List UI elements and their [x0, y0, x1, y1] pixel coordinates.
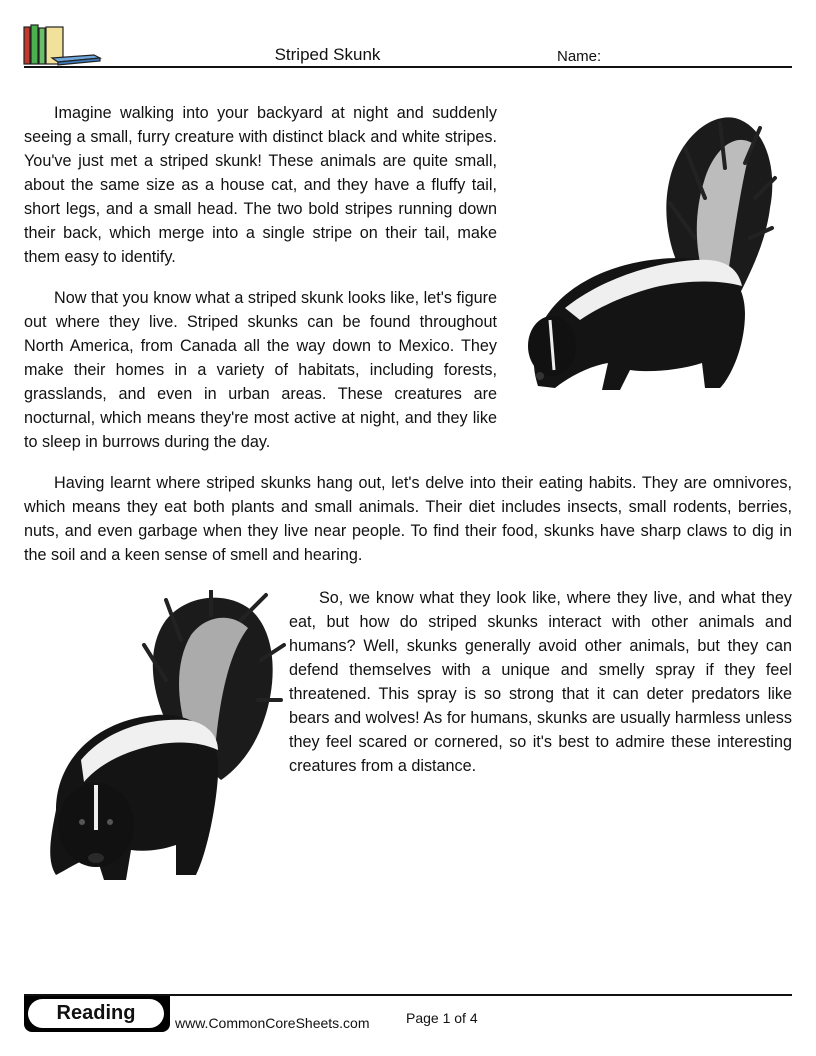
site-url: www.CommonCoreSheets.com	[175, 1015, 370, 1031]
worksheet-title: Striped Skunk	[274, 45, 381, 64]
paragraph-behavior: So, we know what they look like, where they live, and what they eat, but how do striped skunks interact with other animals and humans? Well, skunks generally avoid other animals, but they can defend themselves with a unique and smelly spray if they feel threatened. This spray is so strong that it can deter predators like bears and wolves! As for humans, skunks are usually harmless unless they feel scared or cornered, so it's best to admire these interesting creatures from a distance.	[289, 589, 792, 775]
skunk-photo-front	[26, 590, 286, 890]
subject-badge	[24, 996, 170, 1032]
paragraph-appearance: Imagine walking into your backyard at night and suddenly seeing a small, furry creature with distinct black and white stripes. You've just met a striped skunk! These animals are quite small, about the same size as a house cat, and they have a fluffy tail, short legs, and a small head. The two bold stripes running down their back, which merge into a single stripe on their tail, make them easy to identify.	[24, 104, 497, 266]
header-divider	[24, 66, 792, 68]
paragraph-habitat: Now that you know what a striped skunk looks like, let's figure out where they live. Striped skunks can be found throughout North America, from Canada all the way down to Mexico. They make their homes in a variety of habitats, including forests, grasslands, and even in urban areas. These creatures are nocturnal, which means they're most active at night, and they like to sleep in burrows during the day.	[24, 289, 497, 451]
subject-badge-label: Reading	[28, 999, 164, 1028]
books-logo-icon	[22, 22, 102, 68]
paragraph-diet: Having learnt where striped skunks hang out, let's delve into their eating habits. They are omnivores, which means they eat both plants and small animals. Their diet includes insects, small rodents, berries, nuts, and even garbage when they live near people. To find their food, skunks have sharp claws to dig in the soil and a keen sense of smell and hearing.	[24, 474, 792, 564]
page-number: Page 1 of 4	[406, 1010, 478, 1026]
name-label: Name:	[557, 48, 602, 65]
skunk-photo-side	[520, 108, 780, 403]
